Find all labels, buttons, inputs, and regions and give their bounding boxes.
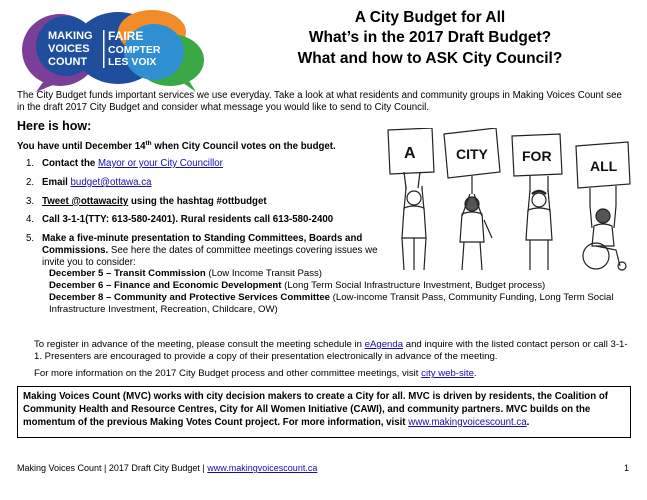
title-line-2: What’s in the 2017 Draft Budget? xyxy=(308,29,552,47)
list-item xyxy=(26,233,386,268)
step-text: Call 3-1-1(TTY: 613-580-2401). Rural residents call 613-580-2400 xyxy=(42,214,334,226)
step-text-rest: See here the dates of committee meetings covering issues we invite you to consider: xyxy=(42,245,378,268)
list-item xyxy=(26,214,386,226)
step-number: 5. xyxy=(26,233,35,245)
title-line-1: A City Budget for All xyxy=(354,9,506,26)
step-text: Contact the xyxy=(42,158,98,169)
meeting-detail: (Long Term Social Infrastructure Investment, Budget process) xyxy=(281,279,546,291)
footer-website-link[interactable]: www.makingvoicescount.ca xyxy=(207,463,318,473)
deadline-text-end: when City Council votes on the budget. xyxy=(151,141,336,153)
mvc-info-text: Making Voices Count (MVC) works with city decision makers to create a City for all. MVC is driven by residents, the Coalition of Community Health and Resource Centres, City for All Women Initiative (CAWI), and community partners. MVC builds on the momentum of the previous Making Votes Count project. For more information, visit xyxy=(23,391,608,428)
intro-paragraph: The City Budget funds important services we use everyday. Take a look at what residents and community groups in Making Voices Count see in the draft 2017 City Budget and consider what message you would like to send to City Council. xyxy=(17,90,622,113)
list-item xyxy=(26,196,386,208)
more-info-text-end: . xyxy=(473,368,477,379)
step-number: 3. xyxy=(26,195,35,207)
step-number: 1. xyxy=(26,158,35,169)
logo-text-voices: VOICES xyxy=(48,43,90,55)
city-website-link[interactable]: city web-site xyxy=(421,368,474,379)
making-voices-count-logo xyxy=(20,6,216,92)
register-text-end: and inquire with the listed contact person or call 3-1-1. Presenters are encouraged to provide a copy of their presentation electronically in advance of the meeting. xyxy=(34,339,628,362)
committee-meetings xyxy=(49,268,639,316)
register-paragraph xyxy=(34,339,634,363)
title-line-3: What and how to ASK City Council? xyxy=(297,49,563,67)
budget-email-link[interactable]: budget@ottawa.ca xyxy=(70,176,152,188)
sign-a-text: A xyxy=(404,145,416,162)
deadline-text: You have until December 14 xyxy=(17,141,146,153)
logo-text-making: MAKING xyxy=(48,30,93,42)
meeting-detail: (Low Income Transit Pass) xyxy=(205,268,322,279)
sign-all xyxy=(576,142,630,206)
person-4-wheelchair xyxy=(583,206,626,270)
sign-city xyxy=(444,128,500,194)
logo-divider xyxy=(103,30,105,68)
logo-text-count: COUNT xyxy=(48,56,88,68)
logo-text-compter: COMPTER xyxy=(108,44,161,56)
step-text: Email xyxy=(42,176,71,188)
mvc-info-box xyxy=(17,386,631,438)
step-text: using the hashtag #ottbudget xyxy=(128,195,267,207)
eagenda-link[interactable]: eAgenda xyxy=(364,339,404,350)
mvc-website-link[interactable]: www.makingvoicescount.ca xyxy=(408,416,527,428)
person-3 xyxy=(526,190,552,270)
page-title xyxy=(232,8,628,69)
register-text: To register in advance of the meeting, please consult the meeting schedule in xyxy=(34,339,365,350)
here-is-how-heading: Here is how: xyxy=(17,119,92,133)
meeting-date: December 8 – Community and Protective Services Committee xyxy=(49,291,330,303)
meeting-detail: (Low-income Transit Pass, Community Funding, Long Term Social Infrastructure Investment, Recreation, Childcare, OW) xyxy=(49,291,614,315)
action-steps-list xyxy=(26,158,386,276)
page-number: 1 xyxy=(623,463,629,473)
page-footer xyxy=(17,463,629,474)
tweet-ottawacity-link[interactable]: Tweet @ottawacity xyxy=(42,195,129,207)
footer-left xyxy=(17,463,317,474)
person-2 xyxy=(460,194,492,270)
logo-text-les-voix: LES VOIX xyxy=(108,56,157,68)
meeting-item xyxy=(49,292,639,316)
meeting-item xyxy=(49,280,639,292)
deadline-suffix: th xyxy=(145,140,152,147)
step-number: 2. xyxy=(26,176,35,188)
people-with-signs-illustration xyxy=(384,128,634,272)
list-item xyxy=(26,177,386,189)
person-1 xyxy=(402,186,426,270)
step-text: Make a five-minute presentation to Standing Committees, Boards and Commissions. xyxy=(42,233,363,257)
sign-for xyxy=(512,134,562,192)
deadline-line xyxy=(17,140,336,153)
footer-text: Making Voices Count | 2017 Draft City Budget | xyxy=(17,463,208,473)
step-number: 4. xyxy=(26,214,35,226)
more-info-paragraph xyxy=(34,368,634,380)
meeting-date: December 6 – Finance and Economic Development xyxy=(49,279,282,291)
mvc-info-text-end: . xyxy=(526,416,530,428)
meeting-date: December 5 – Transit Commission xyxy=(49,268,206,279)
more-info-text: For more information on the 2017 City Budget process and other committee meetings, visit xyxy=(34,368,422,379)
sign-a xyxy=(388,128,434,188)
sign-city-text: CITY xyxy=(456,146,488,162)
list-item xyxy=(26,158,386,170)
mayor-councillor-link[interactable]: Mayor or your City Councillor xyxy=(97,158,223,169)
logo-text-faire: FAIRE xyxy=(108,29,144,43)
sign-for-text: FOR xyxy=(522,148,552,164)
sign-all-text: ALL xyxy=(590,158,618,174)
